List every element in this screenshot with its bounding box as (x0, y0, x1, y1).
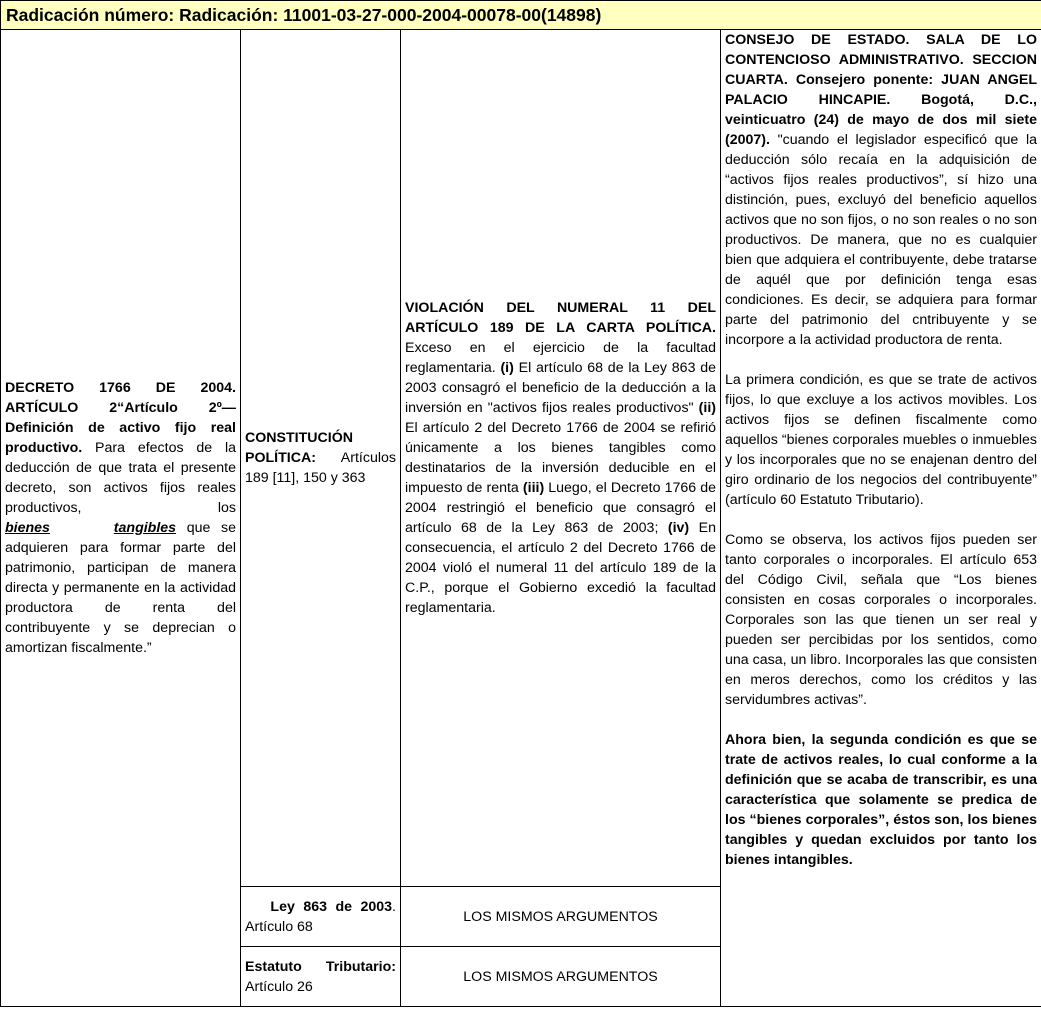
jurisprudence-cell (721, 30, 1041, 1007)
violation-title: VIOLACIÓN DEL NUMERAL 11 DEL ARTÍCULO 189 DE LA CARTA POLÍTICA. (405, 300, 716, 336)
decree-text: Para efectos de la deducción de que trata el presente decreto, son activos fijos reales productivos, los (5, 440, 236, 516)
jurisprudence-p3: Como se observa, los activos fijos pueden ser tanto corporales o incorporales. El artículo 653 del Código Civil, señala que “Los bienes consisten en cosas corporales o incorporales. Corporales son las que tienen un ser real y pueden ser percibidas por los sentidos, como una casa, un libro. Incorporales las que consisten en meros derechos, como los créditos y las servidumbres activas”. (725, 532, 1037, 708)
radicacion-header: Radicación número: Radicación: 11001-03-27-000-2004-00078-00(14898) (1, 1, 1041, 30)
norm-estatuto-text: Artículo 26 (245, 978, 313, 995)
violation-text: El artículo 68 de la Ley 863 de 2003 consagró el beneficio de la deducción a la inversión en "activos fijos reales productivos" (405, 360, 716, 416)
marker-ii: (ii) (698, 400, 716, 416)
marker-iii: (iii) (522, 480, 545, 496)
violation-text: En consecuencia, el artículo 2 del Decreto 1766 de 2004 violó el numeral 11 del artículo 189 de la C.P., porque el Gobierno excedió la facultad reglamentaria. (405, 520, 716, 616)
violation-text: Luego, el Decreto 1766 de 2004 restringió el beneficio que consagró el artículo 68 de la Ley 863 de 2003; (405, 480, 716, 536)
norm-ley863-label: Ley 863 de 2003 (270, 898, 393, 915)
same-arguments-2: LOS MISMOS ARGUMENTOS (401, 947, 721, 1007)
marker-i: (i) (500, 360, 514, 376)
violation-text: Exceso en el ejercicio de la facultad reglamentaria. (405, 340, 716, 376)
norm-estatuto (241, 947, 401, 1007)
norm-ley863 (241, 887, 401, 947)
norm-constitucion-label: CONSTITUCIÓN POLÍTICA: (245, 430, 353, 466)
norm-constitucion (241, 30, 401, 887)
violation-cell (401, 30, 721, 887)
emphasis-bienes: bienes (5, 520, 50, 536)
jurisprudence-p2: La primera condición, es que se trate de activos fijos, lo que excluye a los activos movibles. Los activos fijos se definen fiscalmente como aquellos “bienes corporales muebles o inmuebles y los incorporales que no se enajenan dentro del giro ordinario de los negocios del contribuyente” (artículo 60 Estatuto Tributario). (725, 372, 1037, 508)
same-arguments-1: LOS MISMOS ARGUMENTOS (401, 887, 721, 947)
jurisprudence-p4: Ahora bien, la segunda condición es que se trate de activos reales, lo cual conforme a la definición que se acaba de transcribir, es una característica que solamente se predica de los “bienes corporales”, éstos son, los bienes tangibles y quedan excluidos por tanto los bienes intangibles. (725, 732, 1037, 868)
norm-estatuto-label: Estatuto Tributario: (245, 958, 396, 975)
norm-constitucion-text: Artículos 189 [11], 150 y 363 (245, 450, 396, 486)
violation-text: El artículo 2 del Decreto 1766 de 2004 se refirió únicamente a los bienes tangibles como destinatarios de la inversión deducible en el impuesto de renta (405, 420, 716, 496)
decree-text-end: que se adquieren para formar parte del patrimonio, participan de manera directa y permanente en la actividad productora de renta del contribuyente y se deprecian o amortizan fiscalmente.” (5, 520, 236, 656)
norm-ley863-text: . Artículo 68 (245, 898, 396, 935)
decree-cell (1, 30, 241, 1007)
jurisprudence-p1: "cuando el legislador especificó que la deducción sólo recaía en la adquisición de “activos fijos reales productivos”, sí hizo una distinción, pues, excluyó del beneficio aquellos activos que no son fijos, o no son reales o no son productivos. De manera, que no es cualquier bien que adquiera el contribuyente, debe tratarse de aquél que por definición tenga esas condiciones. Es decir, se adquiera para formar parte del patrimonio del cntribuyente y se incorpore a la actividad productora de renta. (725, 132, 1037, 348)
decree-title: DECRETO 1766 DE 2004. ARTÍCULO 2“Artículo 2º—Definición de activo fijo real productivo. (5, 380, 236, 456)
jurisprudence-citation: CONSEJO DE ESTADO. SALA DE LO CONTENCIOSO ADMINISTRATIVO. SECCION CUARTA. Consejero ponente: JUAN ANGEL PALACIO HINCAPIE. Bogotá, D.C., veinticuatro (24) de mayo de dos mil siete (2007). (725, 32, 1037, 148)
emphasis-tangibles: tangibles (113, 520, 177, 536)
marker-iv: (iv) (667, 520, 690, 536)
